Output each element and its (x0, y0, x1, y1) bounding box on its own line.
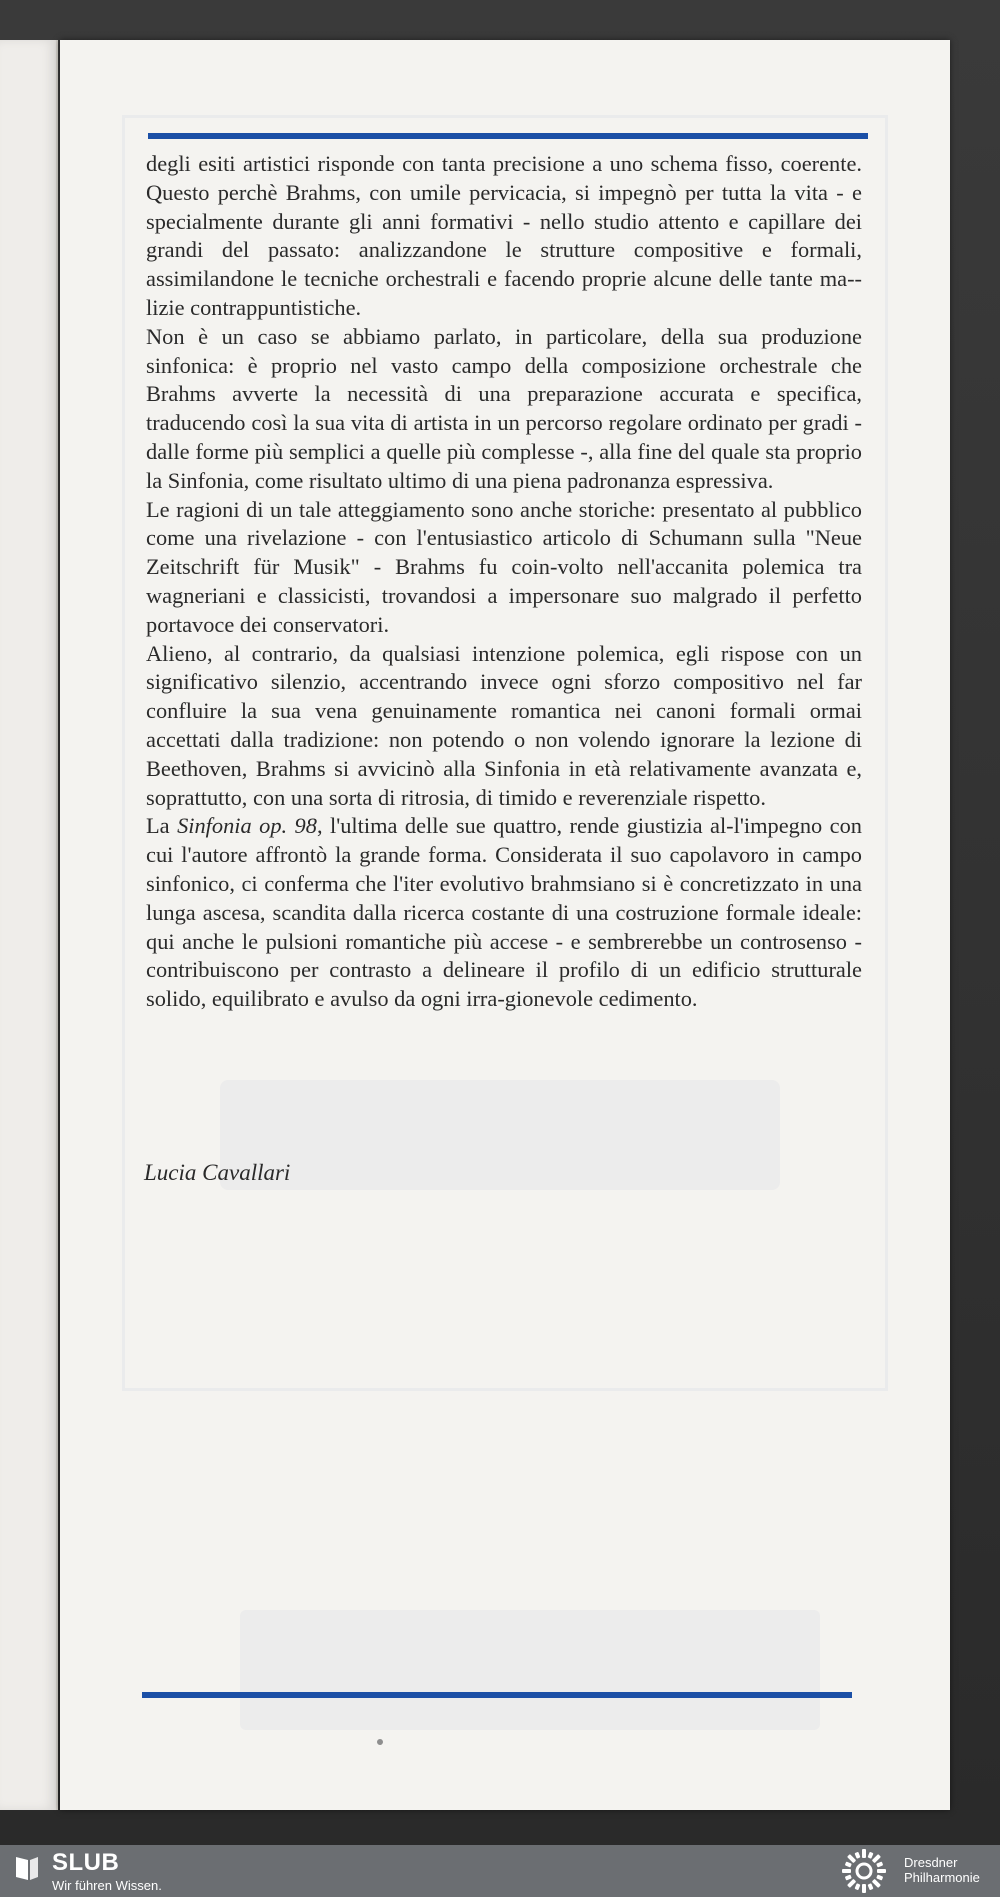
partner-name[interactable] (904, 1855, 1000, 1885)
document-page (60, 40, 950, 1810)
text-segment: degli esiti artistici risponde con tanta precisione a uno schema fisso, coerente. Questo perchè Brahms, con umile pervicacia, si impegnò per tutta la vita - e specialmente durante gli anni formativi - nello studio attento e capillare dei grandi del passato: analizzandone le strutture compositive e formali, assimilandone le tecniche orchestrali e facendo proprie alcune delle tante ma-lizie contrappuntistiche. (146, 151, 862, 320)
philharmonie-logo-icon[interactable] (840, 1847, 888, 1895)
bottom-blue-rule (142, 1692, 852, 1698)
viewer-footer-bar (0, 1845, 1000, 1897)
essay-text (146, 150, 862, 1014)
paragraph (146, 323, 862, 496)
library-name[interactable]: SLUB (52, 1849, 120, 1876)
page-mark (377, 1739, 383, 1745)
show-through-bar (240, 1610, 820, 1730)
text-segment: , l'ultima delle sue quattro, rende giustizia al-l'impegno con cui l'autore affrontò la grande forma. Considerata il suo capolavoro in campo sinfonico, ci conferma che l'iter evolutivo brahmsiano si è concretizzato in una lunga ascesa, scandita dalla ricerca costante di una costruzione formale ideale: qui anche le pulsioni romantiche più accese - e sembrerebbe un controsenso - contribuiscono per contrasto a delineare il profilo di un edificio strutturale solido, equilibrato e avulso da ogni irra-gionevole cedimento. (146, 813, 863, 1012)
top-blue-rule (148, 133, 868, 139)
partner-name-line1: Dresdner (904, 1855, 958, 1870)
author-signature: Lucia Cavallari (144, 1160, 291, 1185)
text-segment: Alieno, al contrario, da qualsiasi intenzione polemica, egli rispose con un significativo silenzio, accentrando invece ogni sforzo compositivo nel far confluire la sua vena genuinamente romantica nei canoni formali ormai accettati dalla tradizione: non potendo o non volendo ignorare la lezione di Beethoven, Brahms si avvicinò alla Sinfonia in età relativamente avanzata e, soprattutto, con una sorta di ritrosia, di timido e reverenziale rispetto. (146, 640, 862, 810)
paragraph (146, 150, 862, 323)
text-segment: La (146, 813, 178, 839)
text-segment: Le ragioni di un tale atteggiamento sono anche storiche: presentato al pubblico come una rivelazione - con l'entusiastico articolo di Schumann sulla "Neue Zeitschrift für Musik" - Brahms fu coin-volto nell'accanita polemica tra wagneriani e classicisti, trovandosi a impersonare suo malgrado il perfetto portavoce dei conservatori. (146, 496, 862, 637)
left-page-edge (0, 40, 58, 1810)
paragraph (146, 812, 862, 1014)
paragraph (146, 496, 862, 640)
text-segment: Non è un caso se abbiamo parlato, in particolare, della sua produzione sinfonica: è proprio nel vasto campo della composizione orchestrale che Brahms avverte la necessità di una preparazione accurata e specifica, traducendo così la sua vita di artista in un percorso regolare ordinato per gradi - dalle forme più semplici a quelle più complesse -, alla fine del quale sta proprio la Sinfonia, come risultato ultimo di una piena padronanza espressiva. (146, 323, 862, 493)
show-through-title (220, 1080, 780, 1190)
paragraph (146, 640, 862, 813)
slub-book-icon[interactable] (14, 1854, 40, 1882)
italic-title-segment: Sinfonia op. 98 (177, 813, 317, 839)
library-tagline: Wir führen Wissen. (52, 1878, 162, 1893)
partner-name-line2: Philharmonie (904, 1870, 980, 1885)
